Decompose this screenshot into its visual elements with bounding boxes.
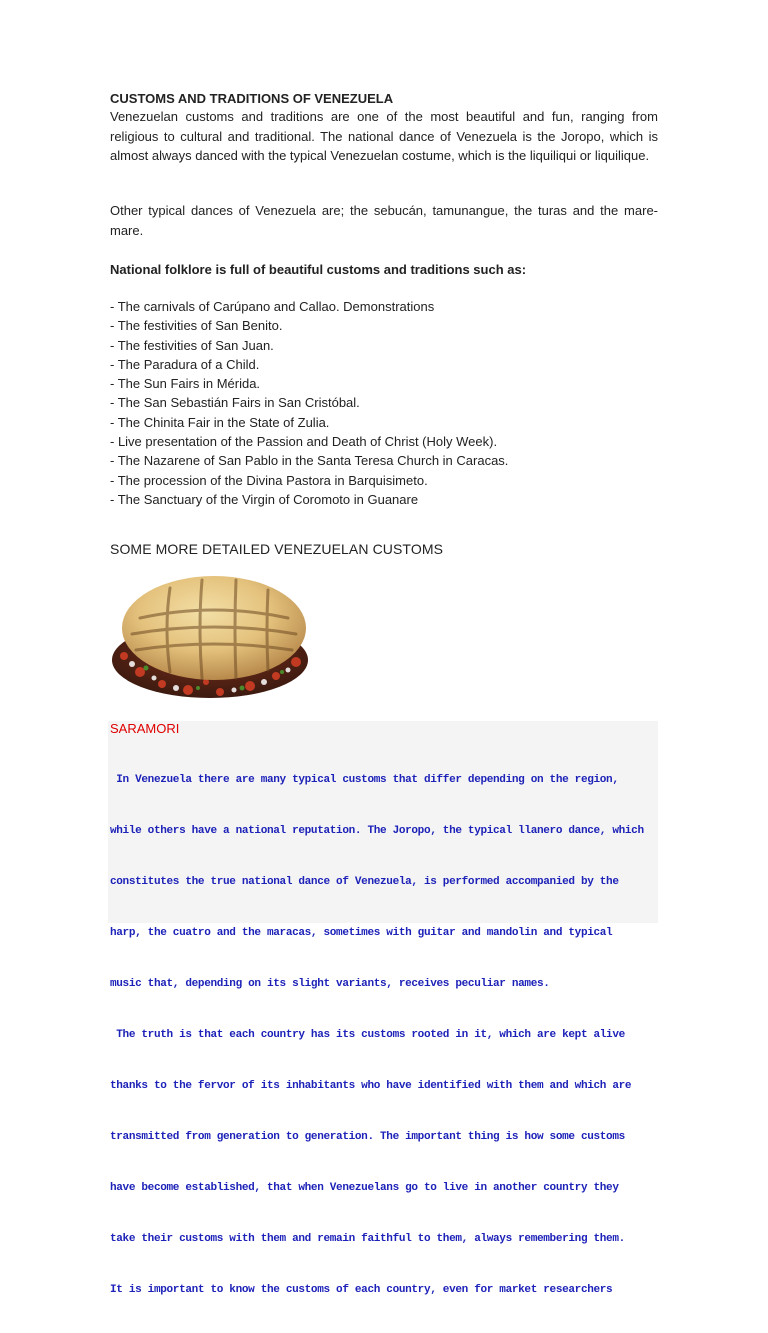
arepa-sandwich-image (110, 568, 314, 712)
excerpt-line: The truth is that each country has its customs rooted in it, which are kept alive (110, 1029, 625, 1041)
excerpt-box (108, 721, 658, 1296)
excerpt-line: transmitted from generation to generation. The important thing is how some customs (110, 1131, 625, 1143)
list-item: - The festivities of San Juan. (110, 337, 274, 353)
list-item: - Live presentation of the Passion and Death of Christ (Holy Week). (110, 434, 498, 450)
intro-paragraph: Venezuelan customs and traditions are one of the most beautiful and fun, ranging from religious to cultural and traditional. The national dance of Venezuela is the Joropo, which is almost always danced with the typical Venezuelan costume, which is the liquiliqui or liquilique. (110, 109, 658, 163)
excerpt-line: take their customs with them and remain faithful to them, always remembering them. (110, 1233, 625, 1245)
excerpt-text (110, 738, 658, 1333)
excerpt-line: thanks to the fervor of its inhabitants who have identified with them and which are (110, 1080, 632, 1092)
document-title: CUSTOMS AND TRADITIONS OF VENEZUELA (110, 91, 394, 106)
list-item: - The carnivals of Carúpano and Callao. Demonstrations (110, 299, 435, 314)
excerpt-line: constitutes the true national dance of Venezuela, is performed accompanied by the (110, 876, 619, 888)
traditions-list (110, 297, 658, 509)
list-item: - The San Sebastián Fairs in San Cristóbal. (110, 395, 360, 411)
excerpt-line: It is important to know the customs of each country, even for market researchers (110, 1284, 613, 1296)
section-heading: SOME MORE DETAILED VENEZUELAN CUSTOMS (110, 541, 444, 557)
excerpt-line: music that, depending on its slight variants, receives peculiar names. (110, 978, 550, 990)
excerpt-line: In Venezuela there are many typical customs that differ depending on the region, (110, 774, 619, 786)
dances-paragraph: Other typical dances of Venezuela are; the sebucán, tamunangue, the turas and the mare-mare. (110, 203, 658, 238)
excerpt-line: while others have a national reputation. The Joropo, the typical llanero dance, which (110, 825, 644, 837)
list-item: - The Sun Fairs in Mérida. (110, 376, 261, 392)
list-item: - The festivities of San Benito. (110, 318, 283, 334)
folklore-intro: National folklore is full of beautiful customs and traditions such as: (110, 262, 527, 277)
list-item: - The Chinita Fair in the State of Zulia. (110, 414, 330, 430)
excerpt-line: have become established, that when Venezuelans go to live in another country they (110, 1182, 619, 1194)
list-item: - The Sanctuary of the Virgin of Coromoto in Guanare (110, 491, 419, 507)
excerpt-line: harp, the cuatro and the maracas, sometimes with guitar and mandolin and typical (110, 927, 613, 939)
list-item: - The Nazarene of San Pablo in the Santa Teresa Church in Caracas. (110, 453, 509, 469)
list-item: - The Paradura of a Child. (110, 356, 260, 372)
list-item: - The procession of the Divina Pastora in Barquisimeto. (110, 472, 428, 488)
excerpt-label: SARAMORI (110, 721, 180, 736)
